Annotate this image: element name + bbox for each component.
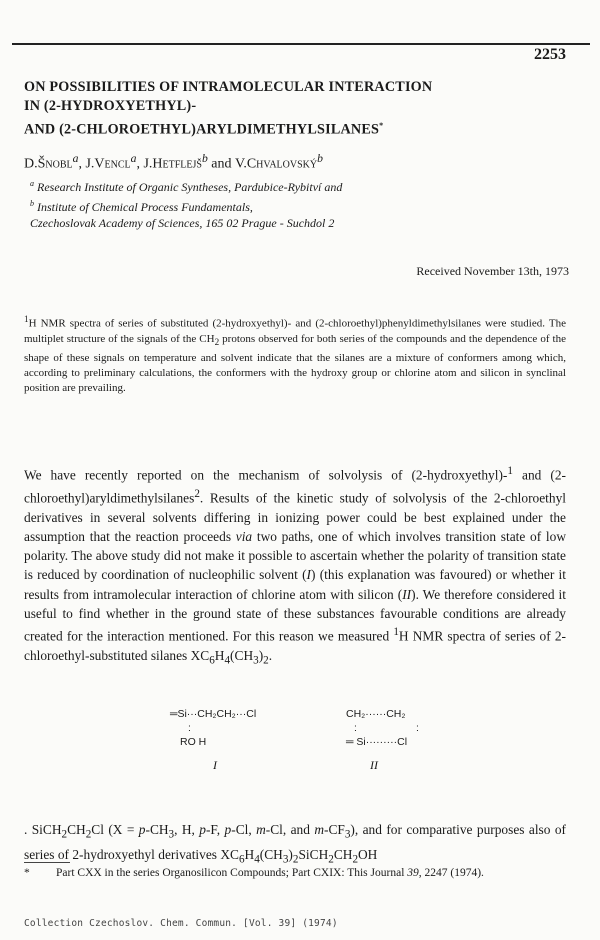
article-title — [24, 78, 544, 140]
abstract: $^1$H NMR spectra of series of substituted (2-hydroxyethyl)- and (2-chloroethyl)phenyldimethylsilanes were studied. The multiplet structure of the signals of the $CH_2$ protons observed for both series of the compounds and the dependence of the shape of these signals on temperature and solvent indicate that the silanes are a mixture of conformers among which, according to preliminary calculations, the conformers with the hydroxy group or chlorine atom and silicon in synclinal position are prevailing. — [24, 314, 567, 395]
journal-footer: Collection Czechoslov. Chem. Commun. [Vol. 39] (1974) — [24, 918, 338, 929]
formula-I-line1: ═Si···CH₂CH₂···Cl — [170, 708, 257, 720]
formula-I-line2: RO H — [180, 736, 207, 748]
title-line-1: ON POSSIBILITIES OF INTRAMOLECULAR INTERACTION — [24, 79, 433, 95]
title-line-3: AND (2-CHLOROETHYL)ARYLDIMETHYLSILANES* — [24, 121, 384, 138]
body-paragraph-continued: . $SiCH_2CH_2Cl$ ($X = p-CH_3$, H, p-F, p-Cl, m-Cl, and $m-CF_3$), and for comparative purposes also of series of 2-hydroxyethyl derivatives $XC_6H_4(CH_3)_2SiCH_2CH_2OH$ — [24, 822, 566, 866]
formula-I-dots: : — [188, 722, 191, 734]
author-list: D.Šnobl$^a$, J.Vencl$^a$, J.Hetflejš$^b$ and V.Chvalovský$^b$ — [24, 152, 323, 172]
structure-formulas — [0, 700, 600, 800]
formula-II-dots-left: : — [354, 722, 357, 734]
affiliation-b: $^b$ Institute of Chemical Process Fundamentals, — [30, 198, 253, 214]
body-paragraph: We have recently reported on the mechanism of solvolysis of (2-hydroxyethyl)-$^1$ and (2-chloroethyl)aryldimethylsilanes$^2$. Results of the kinetic study of solvolysis of the 2-chloroethyl derivatives in several solvents differing in ionizing power could be best explained under the assumption that the reaction proceeds via two paths, one of which involves transition state of low polarity. The above study did not make it possible to ascertain whether the polarity of transition state is reduced by coordination of nucleophilic solvent (I) (this explanation was favoured) or whether it results from intramolecular interaction of chlorine atom with silicon (II). We therefore considered it useful to find whether in the ground state of these substances favourable conditions are already created for the interaction mentioned. For this reason we measured $^1$H NMR spectra of series of 2-chloroethyl-substituted silanes $XC_6H_4(CH_3)_2$. — [24, 465, 567, 667]
author-vencl: J.Vencl — [85, 156, 131, 172]
formula-II-label: II — [370, 758, 378, 772]
affiliation-a: $^a$ Research Institute of Organic Syntheses, Pardubice-Rybitví and — [30, 179, 343, 194]
formula-I-label: I — [213, 758, 217, 772]
formula-II-line2: ═ Si·········Cl — [346, 736, 408, 748]
formula-II-line1: CH₂······CH₂ — [346, 708, 406, 720]
page-number: 2253 — [534, 46, 566, 63]
footnote: * Part CXX in the series Organosilicon Compounds; Part CXIX: This Journal 39, 2247 (1974). — [24, 867, 484, 879]
header-rule — [12, 43, 590, 45]
formula-II-dots-right: : — [416, 722, 419, 734]
received-date: Received November 13th, 1973 — [416, 264, 569, 278]
author-snobl: D.Šnobl — [24, 156, 73, 172]
author-hetflejs: J.Hetflejš — [143, 156, 202, 172]
title-footnote-mark: * — [379, 121, 384, 130]
affiliations — [30, 176, 342, 232]
title-line-2: IN (2-HYDROXYETHYL)- — [24, 98, 197, 114]
footnote-rule — [24, 862, 70, 863]
author-chvalovsky: V.Chvalovský — [235, 156, 318, 172]
affiliation-c: Czechoslovak Academy of Sciences, 165 02 Prague - Suchdol 2 — [30, 216, 335, 230]
